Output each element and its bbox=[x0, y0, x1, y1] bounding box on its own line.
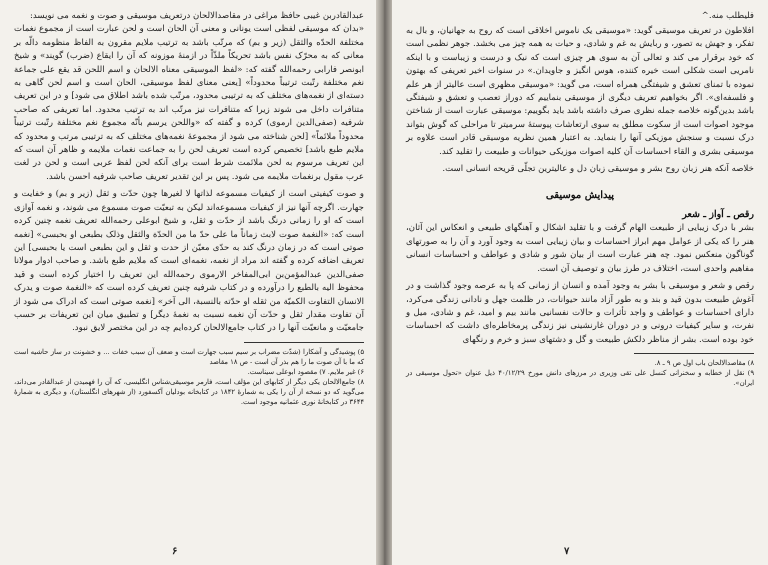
right-page-number: ۷ bbox=[564, 546, 570, 557]
book-gutter bbox=[376, 0, 392, 565]
subheading: رقص ـ آواز ـ شعر bbox=[682, 209, 754, 221]
left-paragraph-1: عبدالقادربن غیبی حافظ مراغی در مقاصدالالحان درتعریف موسیقی و صوت و نغمه می نویسد: bbox=[30, 11, 364, 21]
left-footnote-2: ۶) غیر ملایم. ۷) مقصود ابوعلی سیناست. bbox=[247, 367, 364, 376]
left-page-body bbox=[14, 10, 364, 336]
right-footnote-2: ۹) نقل از خطابه و سخنرانی کنسل علی تقی وزیری در مرزهای دانش مورخ ۴۰/۱۲/۲۹ ذیل عنوان «تحول موسیقی در ایران». bbox=[406, 369, 754, 388]
right-footnotes bbox=[406, 358, 754, 388]
left-footnote-divider bbox=[244, 342, 364, 343]
section-paragraph-1: بشر با درک زیبایی از طبیعت الهام گرفت و با تقلید اشکال و آهنگهای طبیعی و انعکاس این آثان، هنر را که یکی از عوامل مهم ابراز احساسات و بیان زیبایی است به وجود آورد و آن را به صورتهای گوناگون منعکس نمود. چه هنر عبارت است از بیان شور و شادی و عواطف و احساسات انسانی مفاهیم واحدی است، اختلاف در طرز بیان و توصیف آن است. bbox=[406, 223, 754, 274]
section-title: پیدایش موسیقی bbox=[545, 190, 615, 202]
right-footnote-divider bbox=[634, 353, 754, 354]
left-footnotes bbox=[14, 347, 364, 407]
left-page-number: ۶ bbox=[172, 546, 178, 557]
right-page bbox=[392, 0, 768, 565]
right-page-body bbox=[406, 10, 754, 347]
right-paragraph-1: افلاطون در تعریف موسیقی گوید: «موسیقی یک ناموس اخلاقی است که روح به جهانیان، و بال به تفکر، و جهش به تصور، و ربایش به غم و شادی، و حیات به همه چیز می بخشد. جوهر نظمی است که خود برقرار می کند و تعالی آن به سوی هر چیزی است که نیک و درست و زیباست و با اینکه نامریی است شکلی است خیره کننده، هوس انگیز و جاویدان.» در سنوات اخیر تعریفی که بهتون نموده با تمنای تعشق و شیفتگی همراه است، می گوید: «موسیقی مظهری است عالیتر از هر علم و فلسفه‌ای». اگر بخواهیم تعریف دیگری از موسیقی بنماییم که دوراز تعصب و تعشق و شیفتگی باشد بدین‌گونه خلاصه جمله نظری صرف داشته باشد باید بگوییم: موسیقی عبارت است از شناختن موجود اصوات است از سکوت مطلق به سوی ارتعاشات پیوستهٔ سرمیتر تا مراحلی که گوش بتواند درک نسبت و سنجش موزیکی آنها را بنماید. به اعتبار همین نظریه موسیقی قادر است علاوه بر موسیقی بشری و القاء احساسات آن کلیه اصوات موزیکی حیوانات و طبیعت را تقلید کند. bbox=[406, 26, 754, 157]
left-footnote-1: ۵) پوشیدگی و آشکارا (شدّت مضراب بر سیم سبب جهارت است و ضعف آن سبب خفات ... و خشونت در ساز حاشیه است که ما با آن صوت ما را هم بذر آن است - ص ۱۸ مقاصد bbox=[14, 347, 364, 366]
right-paragraph-2: خلاصه آنکه هنر زبان روح بشر و موسیقی زبان دل و عالیترین تجلّی قریحه انسانی است. bbox=[442, 164, 754, 175]
left-paragraph-2: «بدان که موسیقی لفظی است یونانی و معنی آن الحان است و لحن عبارت است از مجموع نغمات مختلفة الحدّه والثقل (زیر و بم) که مرتّب باشد به ترتیب ملایم مقرون به الفاظ منظومه دالّه بر معانی که به محرّک نفس باشد تحریکاً ملذّاً در ازمنهٔ موزونه که آن را ایقاع (ضرب) گویند» و شیخ ابونصر فارابی رحمه‌الله گفته که: «لفظ الموسیقی معناه الالحان و اسم اللحن قد یقع علی جماعة نغم مختلفة رتّبت ترتیباً محدوداً» [یعنی معنای لفظ موسیقی، الحان است و اسم لحن گاهی به دسته‌ای از نغمه‌های مختلف که به ترتیبی محدود، مرتّب شده باشد اطلاق می شود] و در این تعریف متنافرات داخل می شوند زیرا که متنافرات نیز مرتّب اند به ترتیب محدود. اما تعریفی که صاحب شرفیه (صفی‌الدین ارموی) کرده و گفته که «واللحن یرسم بأنّه مجموع نغم مختلفة رتّبت ترتیباً محدوداً ملائماً» [لحن شناخته می شود از مجموعهٔ نغمه‌های مختلف که به ترتیبی مرتب و محدود که ملایم طبع باشد] تخصیص کرده است تعریف لحن را به جماعت نغمات ملایمه و ظاهر آن است که این تعریف مرسوم به لحن ملائمت شرط است برای آنکه لحن لفظ عربی است و لحن در لغت عرب مقول برنغمات ملایمه می شود. پس بر این تقدیر تعریف صاحب شرفیه احسن باشد. bbox=[14, 24, 364, 182]
section-paragraph-2: رقص و شعر و موسیقی با بشر به وجود آمده و انسان از زمانی که پا به عرصه وجود گذاشت و در آغوش طبیعت بدون قید و بند و به طور آزاد مانند حیوانات، در ظلمت جهل و نادانی زندگی می‌کرد، دارای احساسات و عواطف و واجد تأثرات و حالات نفسانیی مانند بیم و امید، غم و شادی، میل و نفرت، و سایر کیفیات درونی و در دوران غارنشینی نیز زندگی پرمخاطره‌ای داشت که احساسات خود بوده است. بشر از مناظر دلکش طبیعت و گل و دشتهای سبز و خرم و رنگهای bbox=[406, 281, 754, 345]
running-head: فلیطلب منه.^ bbox=[701, 11, 754, 21]
right-footnote-1: ۸) مقاصدالالحان باب اول ص ۹ ـ ۸. bbox=[654, 359, 754, 368]
left-paragraph-3: و صوت کیفیتی است از کیفیات مسموعه لذاتها لا لغیرها چون حدّت و ثقل (زیر و بم) و خفایت و جهارت. اگرچه آنها نیز از کیفیات مسموعه‌اند لیکن به تبعیّت صوت مسموع می شوند، و نغمه آوازی است که او را زمانی درنگ باشد از حدّت و ثقل، و شیخ ابوعلی رحمه‌الله تعریف نغمه چنین کرده است که: «النغمة صوت لابث زماناً ما علی حدّ ما من الحدّة والثقل وذلک بطبعی او بحبسی» [نغمه صوتی است که در زمان درنگ کند به حدّی معیّن از حدت و ثقل و این بطبعی است یا بحبسی] این تعریف اضافه کرده و گفته اند مراد از نغمه، نغمه‌ای است که ملایم طبع باشد. و صاحب ادوار مولانا صفی‌الدین عبدالمؤمن‌بن ابی‌المفاخر الارموی رحمه‌الله این تعریف را اختیار کرده است و قید محفوظ الیه بالطبع را درآورده و در کتاب شرفیه چنین تعریف کرده است که «النغمة صوت و یدرک الانسان التفاوت الکمیّة من ثقله او حدّته بالنسبة، الی آخر» [نغمه صوتی است که ادراک می شود از آن تفاوت مقدار ثقل و حدّت آن نغمه نسبت به نغمهٔ دیگر] و تطبیق میان این تعریفات بر حسب جامعیّت و مانعیّت آنها را در کتاب جامع‌الالحان کرده‌ایم چه در این مختصر لایق نبود. bbox=[14, 189, 364, 334]
left-footnote-3: ۸) جامع‌الالحان یکی دیگر از کتابهای این مؤلف است، فارمر موسیقی‌شناس انگلیسی، که آن را فهمیدن از عبدالقادر می‌داند، می‌گوید که دو نسخه از آن را یکی به شمارهٔ ۱۸۴۲ در کتابخانه بودلیان آکسفورد (از شهرهای انگلستان)، و دیگری به شمارهٔ ۳۶۴۴ در کتابخانهٔ نوری عثمانیه موجود است. bbox=[14, 377, 364, 406]
left-page bbox=[0, 0, 376, 565]
